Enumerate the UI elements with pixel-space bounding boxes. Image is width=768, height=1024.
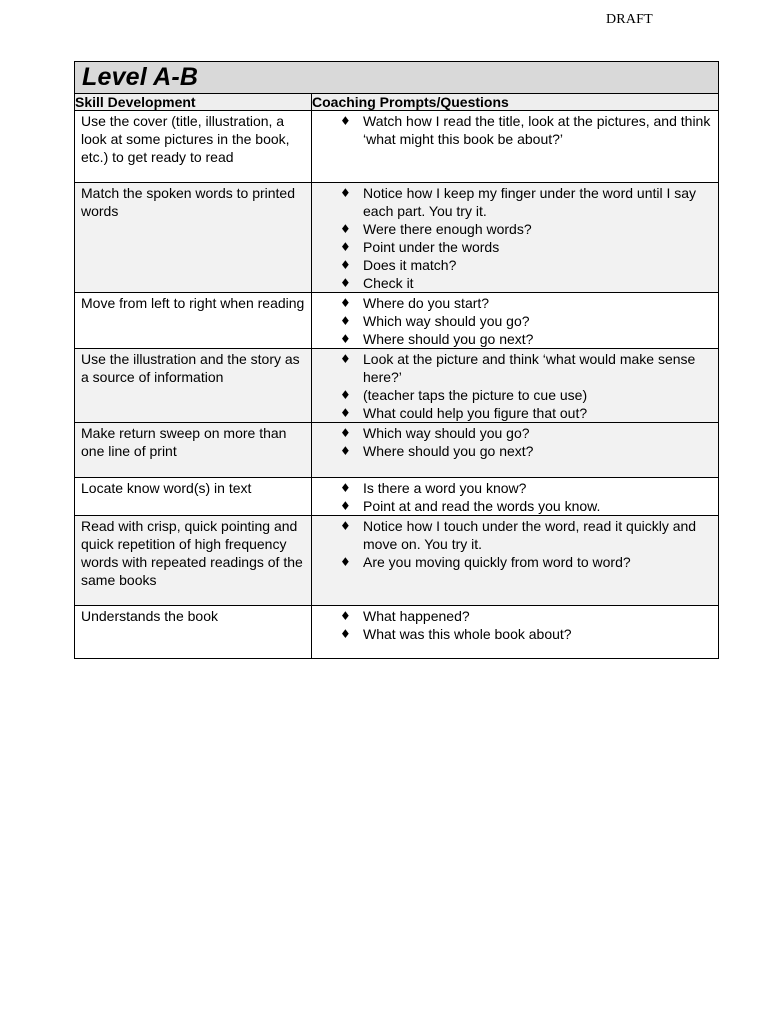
skill-cell: Make return sweep on more than one line of print [75,423,312,478]
prompt-item: ♦ Does it match? [312,256,714,274]
table-row [75,349,719,423]
skill-cell: Use the illustration and the story as a source of information [75,349,312,423]
coaching-table [74,61,719,659]
prompt-item: ♦ Notice how I touch under the word, read it quickly and move on. You try it. [312,517,714,553]
table-row [75,183,719,293]
skill-cell: Understands the book [75,606,312,659]
skill-cell: Locate know word(s) in text [75,478,312,516]
prompt-item: ♦ Which way should you go? [312,312,714,330]
table-row [75,516,719,606]
prompt-item: ♦ Look at the picture and think ‘what would make sense here?’ [312,350,714,386]
prompt-item: ♦ Are you moving quickly from word to word? [312,553,714,571]
prompt-item: ♦ Notice how I keep my finger under the word until I say each part. You try it. [312,184,714,220]
skill-cell: Use the cover (title, illustration, a look at some pictures in the book, etc.) to get ready to read [75,111,312,183]
prompt-item: ♦ What happened? [312,607,714,625]
prompts-cell [312,423,719,478]
prompt-item: ♦ Point at and read the words you know. [312,497,714,515]
prompts-cell [312,606,719,659]
table-row [75,293,719,349]
prompts-cell [312,111,719,183]
prompt-item: ♦ What was this whole book about? [312,625,714,643]
prompts-cell [312,478,719,516]
header-row [75,94,719,111]
column-header-skill: Skill Development [75,94,312,111]
table-row [75,111,719,183]
table-title: Level A-B [82,63,199,91]
prompts-cell [312,349,719,423]
prompt-item: ♦ Check it [312,274,714,292]
skill-cell: Read with crisp, quick pointing and quick repetition of high frequency words with repeated readings of the same books [75,516,312,606]
table-row [75,423,719,478]
prompt-item: ♦ Where do you start? [312,294,714,312]
prompt-item: ♦ Watch how I read the title, look at the pictures, and think ‘what might this book be about?’ [312,112,714,148]
skill-cell: Move from left to right when reading [75,293,312,349]
prompt-item: ♦ What could help you figure that out? [312,404,714,422]
skill-cell: Match the spoken words to printed words [75,183,312,293]
prompt-item: ♦ Where should you go next? [312,442,714,460]
prompt-item: ♦ (teacher taps the picture to cue use) [312,386,714,404]
prompt-item: ♦ Were there enough words? [312,220,714,238]
title-cell [75,62,719,94]
prompts-cell [312,183,719,293]
prompts-cell [312,293,719,349]
table-row [75,606,719,659]
prompt-item: ♦ Which way should you go? [312,424,714,442]
prompt-item: ♦ Is there a word you know? [312,479,714,497]
table-row [75,478,719,516]
prompts-cell [312,516,719,606]
title-row [75,62,719,94]
prompt-item: ♦ Point under the words [312,238,714,256]
prompt-item: ♦ Where should you go next? [312,330,714,348]
draft-label: DRAFT [606,12,653,27]
column-header-prompts: Coaching Prompts/Questions [312,94,719,111]
